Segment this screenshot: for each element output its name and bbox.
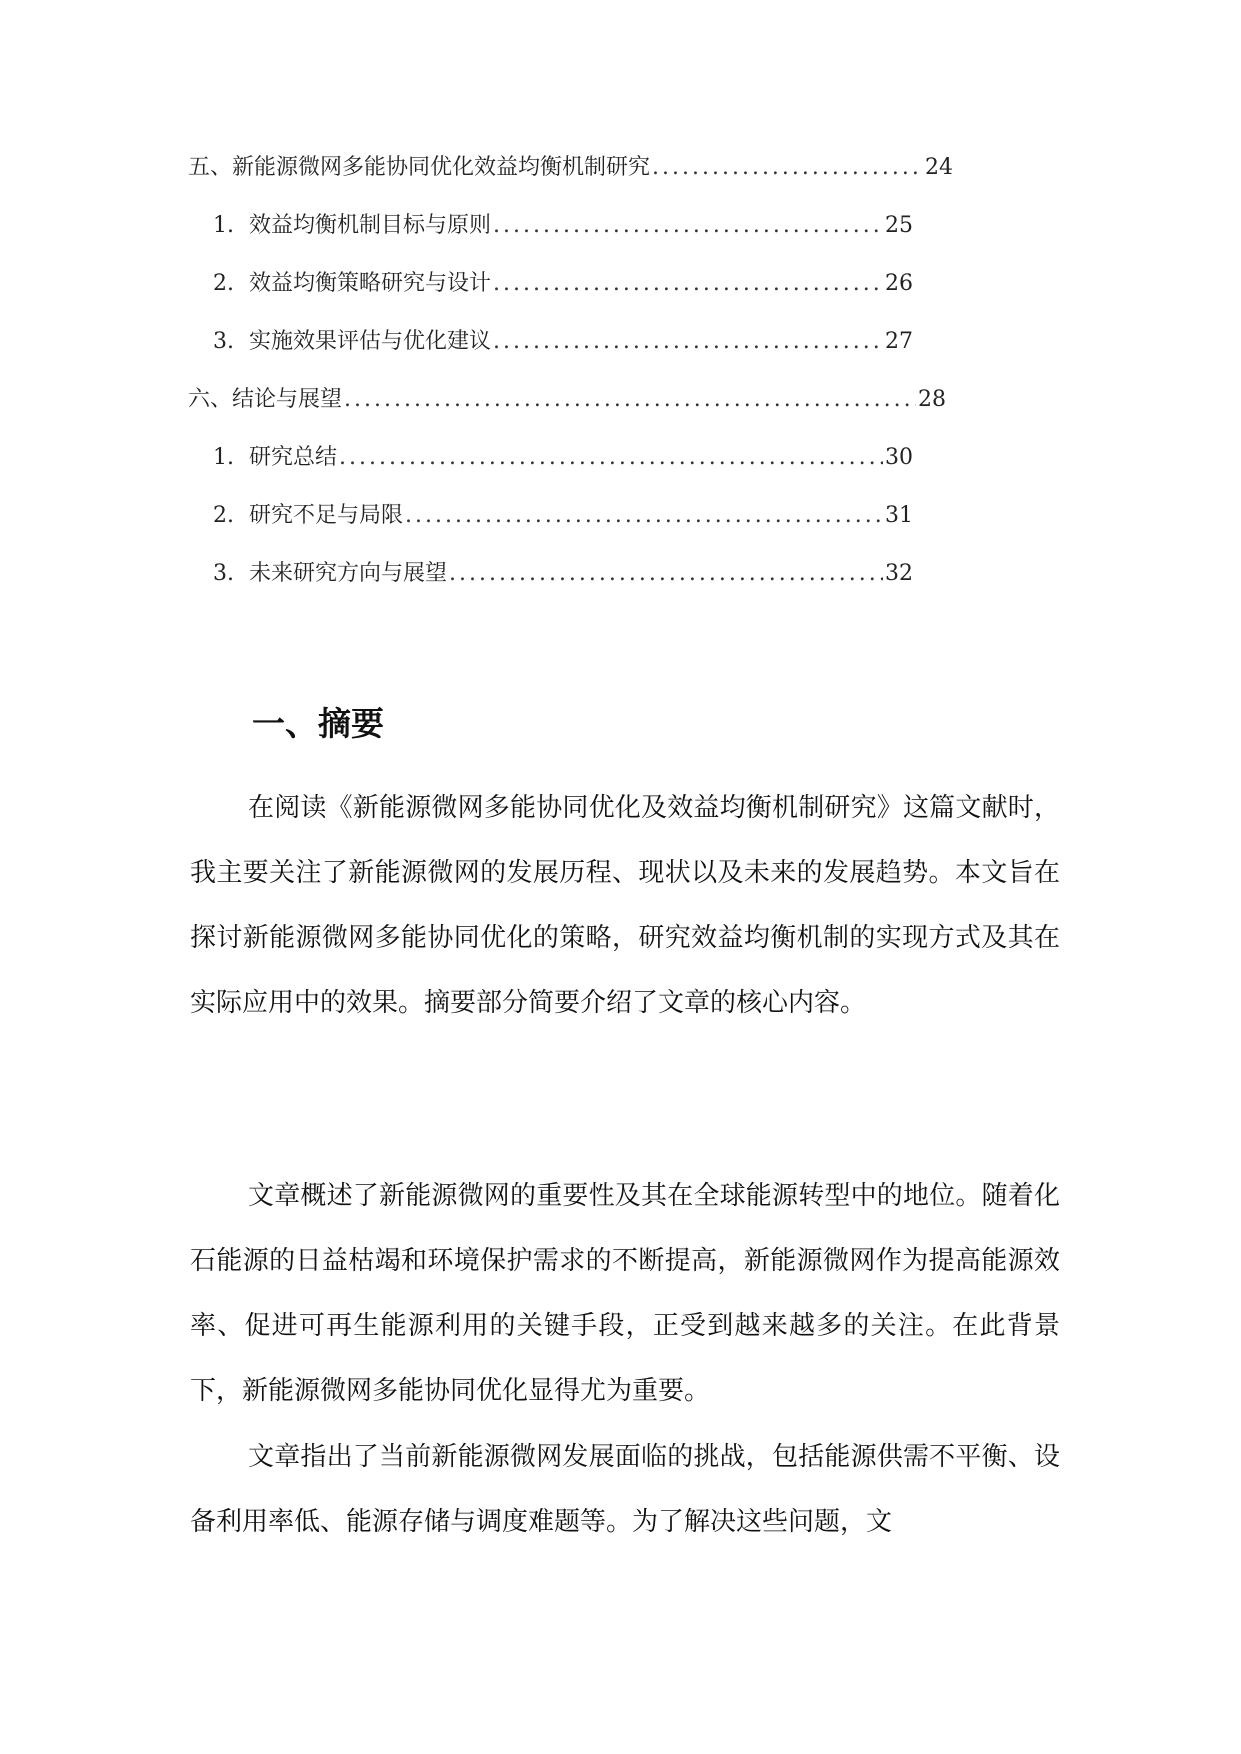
toc-entry-6-2[interactable]	[213, 496, 913, 536]
toc-entry-number: 2.	[213, 271, 234, 296]
toc-entry-title: 效益均衡机制目标与原则	[249, 213, 492, 238]
toc-entry-number: 3.	[213, 561, 234, 586]
toc-page-number: 27	[885, 329, 913, 354]
toc-entry-6-1[interactable]	[213, 438, 913, 478]
body-paragraph-1: 在阅读《新能源微网多能协同优化及效益均衡机制研究》这篇文献时，我主要关注了新能源微网的发展历程、现状以及未来的发展趋势。本文旨在探讨新能源微网多能协同优化的策略，研究效益均衡机制的实现方式及其在实际应用中的效果。摘要部分简要介绍了文章的核心内容。	[190, 793, 1060, 1018]
toc-page-number: 31	[885, 503, 913, 528]
toc-entry-5-1[interactable]	[213, 206, 913, 246]
toc-dot-leader	[344, 380, 916, 420]
toc-entry-title: 实施效果评估与优化建议	[249, 329, 492, 354]
toc-entry-6-3[interactable]	[213, 554, 913, 594]
toc-entry-title: 研究总结	[249, 445, 338, 470]
toc-entry-number: 3.	[213, 329, 234, 354]
toc-page-number: 32	[885, 561, 913, 586]
toc-entry-title: 研究不足与局限	[249, 503, 404, 528]
toc-dot-leader	[493, 264, 883, 304]
toc-dot-leader	[339, 438, 883, 478]
toc-dot-leader	[405, 496, 883, 536]
section-heading-abstract: 一、摘要	[252, 704, 384, 743]
toc-dot-leader	[493, 206, 883, 246]
body-paragraph-3: 文章指出了当前新能源微网发展面临的挑战，包括能源供需不平衡、设备利用率低、能源存储与调度难题等。为了解决这些问题，文	[190, 1442, 1060, 1537]
toc-entry-chapter-5[interactable]	[188, 148, 953, 188]
toc-entry-title: 未来研究方向与展望	[249, 561, 448, 586]
toc-page-number: 24	[925, 155, 953, 180]
toc-dot-leader	[652, 148, 923, 188]
toc-dot-leader	[493, 322, 883, 362]
toc-entry-5-3[interactable]	[213, 322, 913, 362]
toc-page-number: 30	[885, 445, 913, 470]
toc-entry-chapter-6[interactable]	[188, 380, 946, 420]
toc-entry-number: 1.	[213, 213, 234, 238]
toc-entry-title: 六、结论与展望	[188, 387, 343, 412]
toc-entry-title: 五、新能源微网多能协同优化效益均衡机制研究	[188, 155, 651, 180]
toc-page-number: 25	[885, 213, 913, 238]
body-paragraph-2: 文章概述了新能源微网的重要性及其在全球能源转型中的地位。随着化石能源的日益枯竭和环境保护需求的不断提高，新能源微网作为提高能源效率、促进可再生能源利用的关键手段，正受到越来越多的关注。在此背景下，新能源微网多能协同优化显得尤为重要。	[190, 1181, 1060, 1406]
toc-dot-leader	[449, 554, 883, 594]
toc-entry-title: 效益均衡策略研究与设计	[249, 271, 492, 296]
toc-entry-5-2[interactable]	[213, 264, 913, 304]
toc-page-number: 26	[885, 271, 913, 296]
toc-entry-number: 1.	[213, 445, 234, 470]
toc-entry-number: 2.	[213, 503, 234, 528]
toc-page-number: 28	[918, 387, 946, 412]
